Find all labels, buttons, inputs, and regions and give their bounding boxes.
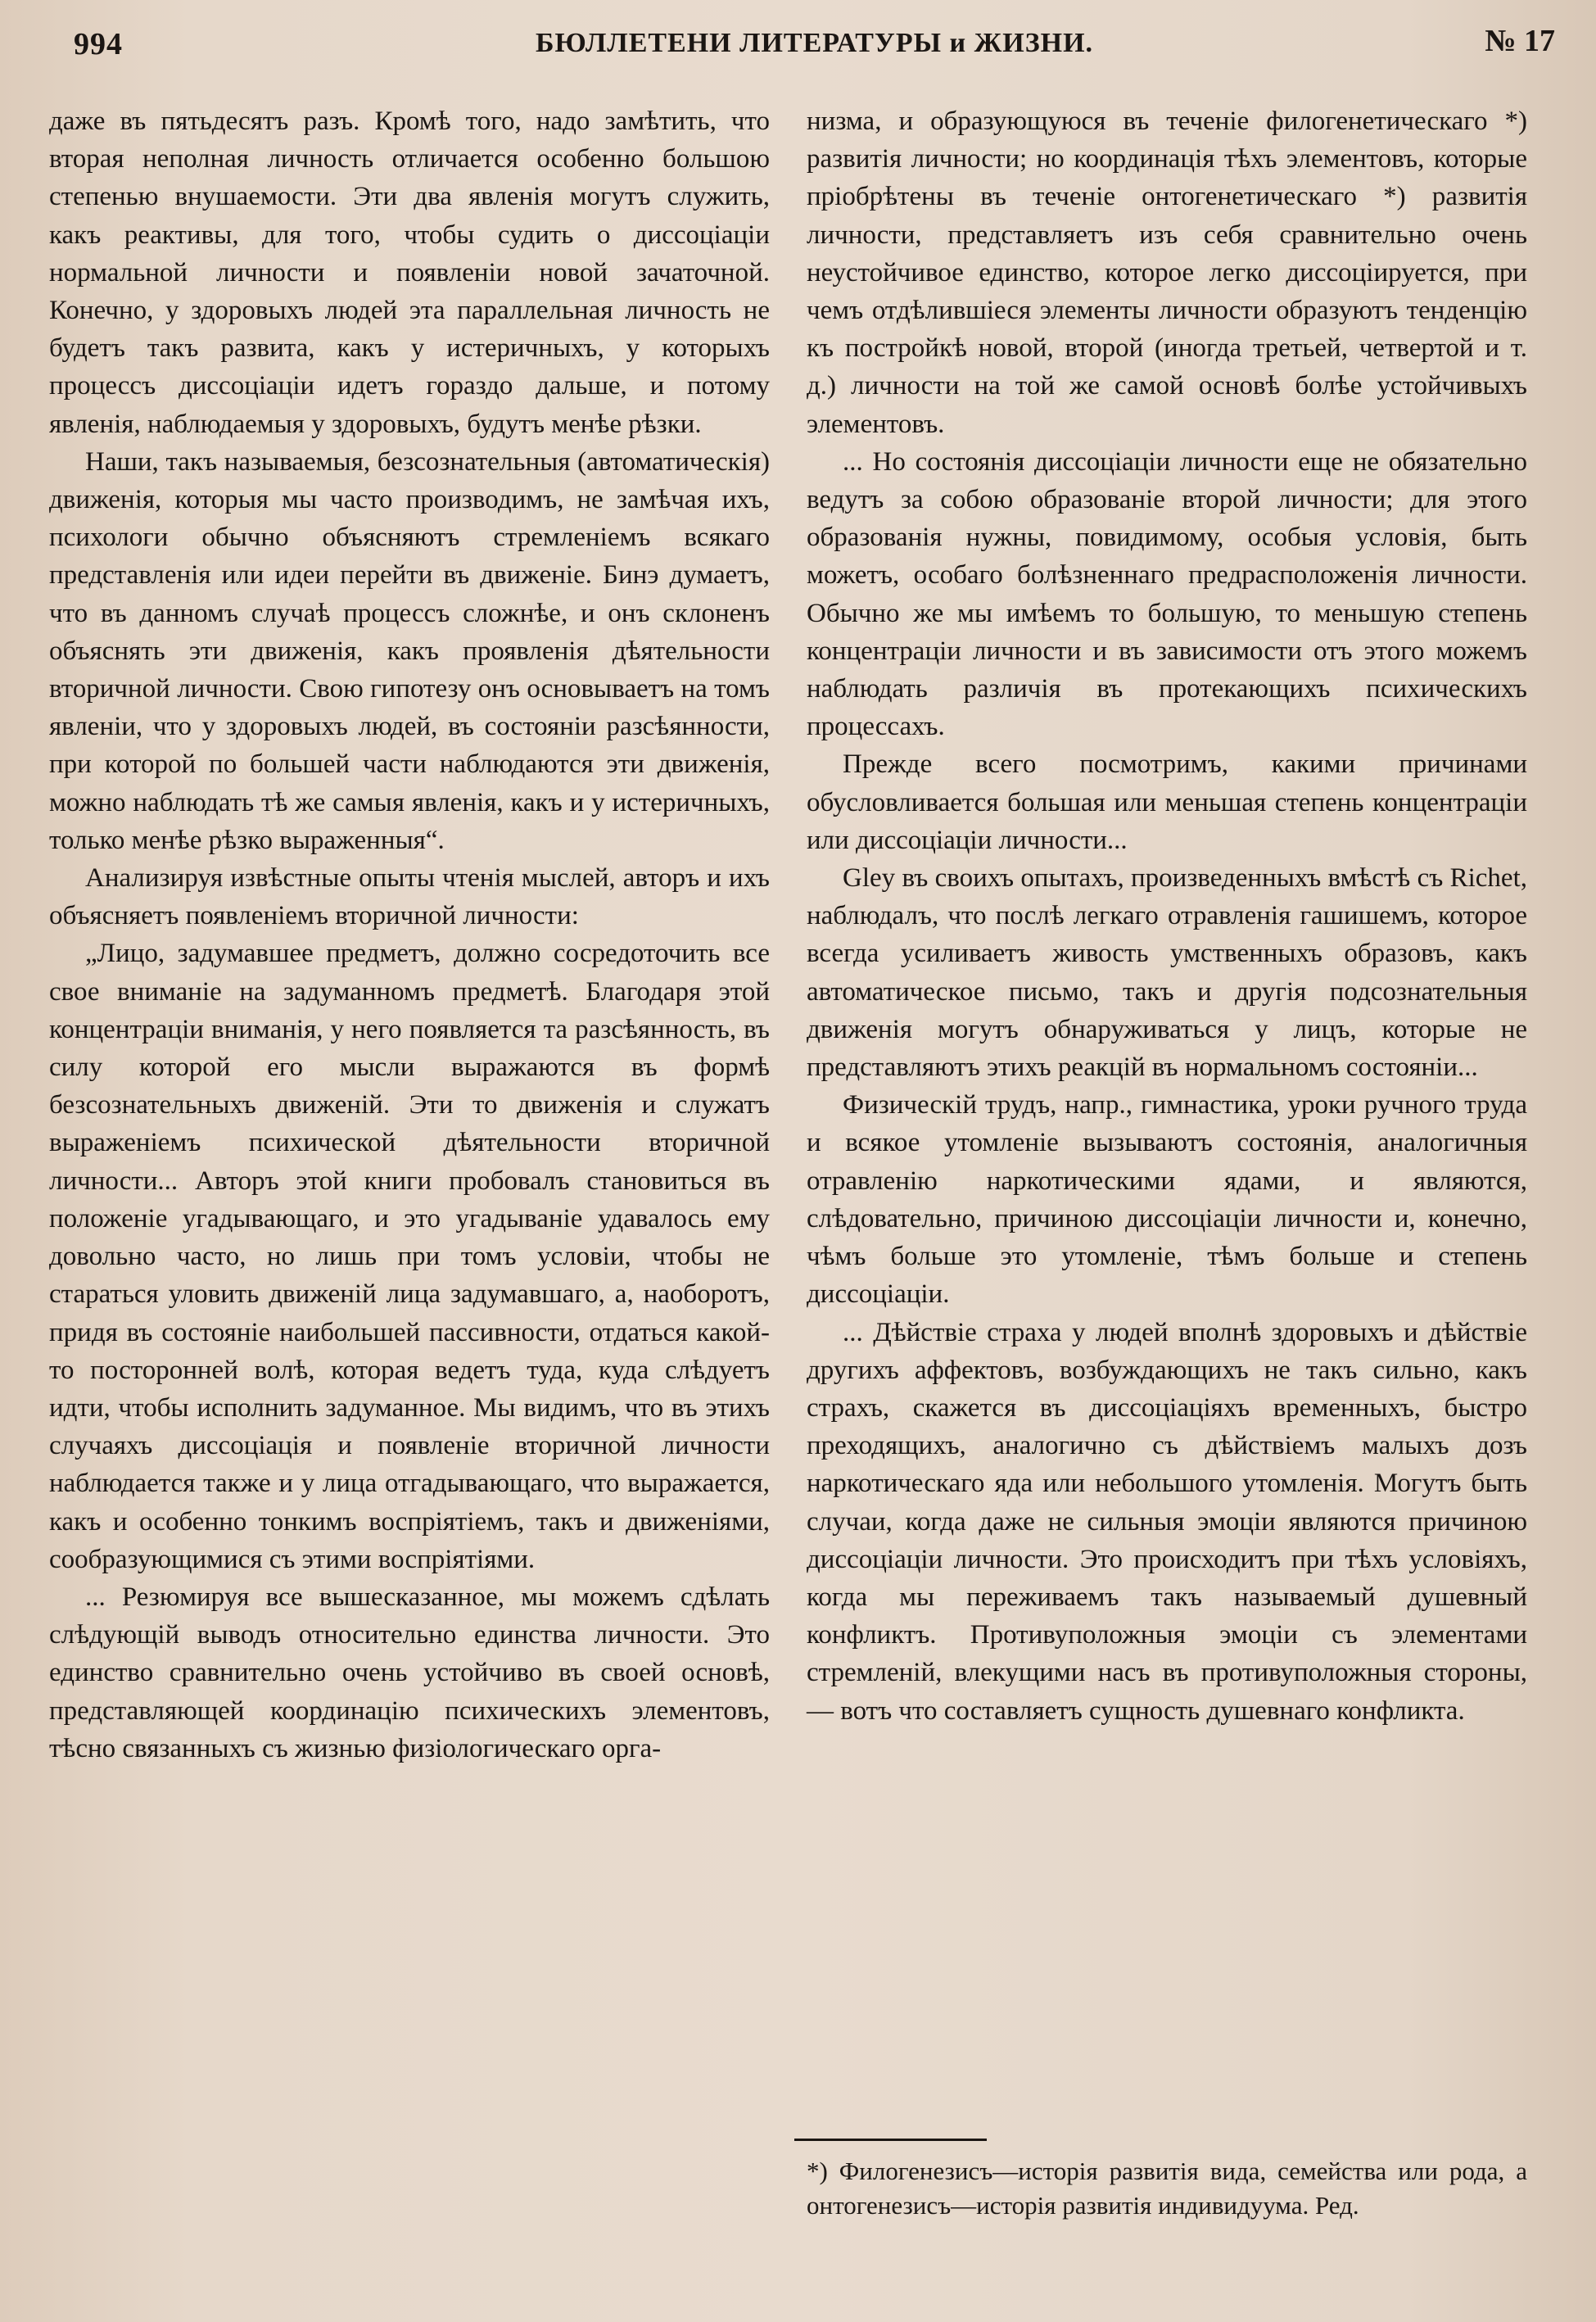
page-header [74,18,1555,67]
issue-number: № 17 [1485,24,1555,58]
paragraph: Физическій трудъ, напр., гимнастика, уроки ручного труда и всякое утомленіе вызываютъ состоянія, аналогичныя отравленію наркотическими ядами, и являются, слѣдовательно, причиною диссоціаціи личности и, конечно, чѣмъ больше это утомленіе, тѣмъ больше и степень диссоціаціи. [807,1090,1527,1310]
journal-title: БЮЛЛЕТЕНИ ЛИТЕРАТУРЫ и ЖИЗНИ. [535,28,1094,58]
paragraph: низма, и образующуюся въ теченіе филогенетическаго *) развитія личности; но координація тѣхъ элементовъ, которые пріобрѣтены въ теченіе онтогенетическаго *) развитія личности, представляетъ изъ себя сравнительно очень неустойчивое единство, которое легко диссоціируется, при чемъ отдѣлившіеся элементы личности образуютъ тенденцію къ постройкѣ новой, второй (иногда третьей, четвертой и т. д.) личности на той же самой основѣ болѣе устойчивыхъ элементовъ. [807,106,1527,439]
right-column [807,102,1527,1730]
footnote: *) Филогенезисъ—исторія развитія вида, семейства или рода, а онтогенезисъ—исторія развитія индивидуума. Ред. [807,2157,1527,2220]
left-column [49,102,770,1768]
paragraph: ... Но состоянія диссоціаціи личности еще не обязательно ведутъ за собою образованіе второй личности; для этого образованія нужны, повидимому, особыя условія, быть можетъ, особаго болѣзненнаго предрасположенія личности. Обычно же мы имѣемъ то большую, то меньшую степень концентраціи личности и въ зависимости отъ этого можемъ наблюдать различія въ протекающихъ психическихъ процессахъ. [807,446,1527,742]
paragraph: Наши, такъ называемыя, безсознательныя (автоматическія) движенія, которыя мы часто производимъ, не замѣчая ихъ, психологи обычно объясняютъ стремленіемъ всякаго представленія или идеи перейти въ движеніе. Бинэ думаетъ, что въ данномъ случаѣ процессъ сложнѣе, и онъ склоненъ объяснять эти движенія, какъ проявленія дѣятельности вторичной личности. Свою гипотезу онъ основываетъ на томъ явленіи, что у здоровыхъ людей, въ состояніи разсѣянности, при которой по большей части наблюдаются эти движенія, можно наблюдать тѣ же самыя явленія, какъ и у истеричныхъ, только менѣе рѣзко выраженныя“. [49,446,770,855]
footnote-divider [794,2139,987,2141]
paragraph: Прежде всего посмотримъ, какими причинами обусловливается большая или меньшая степень концентраціи или диссоціаціи личности... [807,749,1527,855]
paragraph: Gley въ своихъ опытахъ, произведенныхъ вмѣстѣ съ Richet, наблюдалъ, что послѣ легкаго отравленія гашишемъ, которое всегда усиливаетъ живость умственныхъ образовъ, какъ автоматическое письмо, такъ и другія подсознательныя движенія могутъ обнаруживаться у лицъ, которые не представляютъ этихъ реакцій въ нормальномъ состояніи... [807,863,1527,1083]
paragraph: ... Дѣйствіе страха у людей вполнѣ здоровыхъ и дѣйствіе другихъ аффектовъ, возбуждающихъ не такъ сильно, какъ страхъ, скажется въ диссоціаціяхъ временныхъ, быстро преходящихъ, аналогично съ дѣйствіемъ малыхъ дозъ наркотическаго яда или небольшого утомленія. Могутъ быть случаи, когда даже не сильныя эмоціи являются причиною диссоціаціи личности. Это происходитъ при тѣхъ условіяхъ, когда мы переживаемъ такъ называемый душевный конфликтъ. Противуположныя эмоціи съ элементами стремленій, влекущими насъ въ противуположныя стороны, — вотъ что составляетъ сущность душевнаго конфликта. [807,1317,1527,1726]
paragraph: „Лицо, задумавшее предметъ, должно сосредоточить все свое вниманіе на задуманномъ предметѣ. Благодаря этой концентраціи вниманія, у него появляется та разсѣянность, въ силу которой его мысли выражаются въ формѣ безсознательныхъ движеній. Эти то движенія и служатъ выраженіемъ психической дѣятельности вторичной личности... Авторъ этой книги пробовалъ становиться въ положеніе угадывающаго, и это угадываніе удавалось ему довольно часто, но лишь при томъ условіи, чтобы не стараться уловить движеній лица задумавшаго, а, наоборотъ, придя въ состояніе наибольшей пассивности, отдаться какой-то посторонней волѣ, которая ведетъ туда, куда слѣдуетъ идти, чтобы исполнить задуманное. Мы видимъ, что въ этихъ случаяхъ диссоціація и появленіе вторичной личности наблюдается также и у лица отгадывающаго, что выражается, какъ и особенно тонкимъ воспріятіемъ, такъ и движеніями, сообразующимися съ этими воспріятіями. [49,939,770,1574]
paragraph: ... Резюмируя все вышесказанное, мы можемъ сдѣлать слѣдующій выводъ относительно единства личности. Это единство сравнительно очень устойчиво въ своей основѣ, представляющей координацію психическихъ элементовъ, тѣсно связанныхъ съ жизнью физіологическаго орга- [49,1582,770,1763]
page-number: 994 [74,27,123,61]
paragraph: даже въ пятьдесятъ разъ. Кромѣ того, надо замѣтить, что вторая неполная личность отличается особенно большою степенью внушаемости. Эти два явленія могутъ служить, какъ реактивы, для того, чтобы судить о диссоціаціи нормальной личности и появленіи новой зачаточной. Конечно, у здоровыхъ людей эта параллельная личность не будетъ такъ развита, какъ у истеричныхъ, у которыхъ процессъ диссоціаціи идетъ гораздо дальше, и потому явленія, наблюдаемыя у здоровыхъ, будутъ менѣе рѣзки. [49,106,770,439]
paragraph: Анализируя извѣстные опыты чтенія мыслей, авторъ и ихъ объясняетъ появленіемъ вторичной личности: [49,863,770,931]
